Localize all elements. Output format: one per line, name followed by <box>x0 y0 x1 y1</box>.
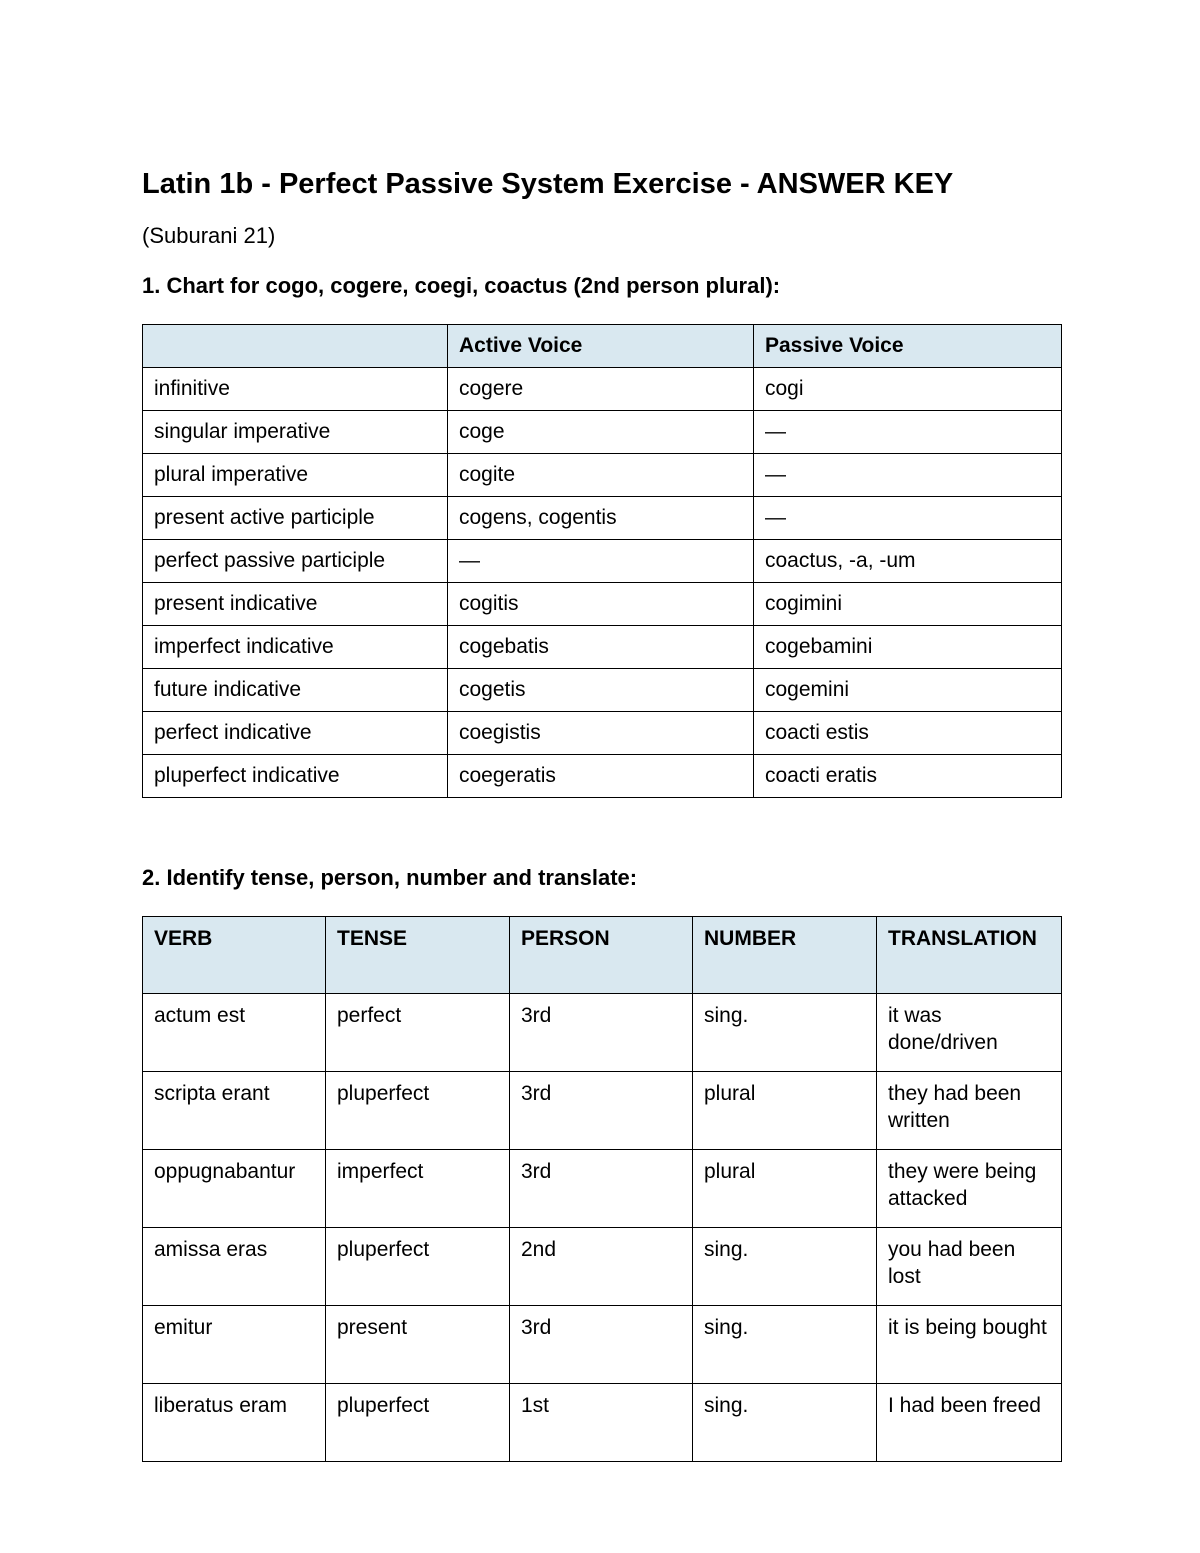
form-label-cell: perfect indicative <box>143 712 448 755</box>
translation-cell: it is being bought <box>877 1306 1062 1384</box>
page-title: Latin 1b - Perfect Passive System Exercise - ANSWER KEY <box>142 168 954 200</box>
active-voice-cell: cogite <box>448 454 754 497</box>
form-label-cell: present active participle <box>143 497 448 540</box>
person-cell: 3rd <box>510 1072 693 1150</box>
table-row <box>143 454 1062 497</box>
active-voice-cell: cogebatis <box>448 626 754 669</box>
column-header-form <box>143 325 448 368</box>
verb-cell: oppugnabantur <box>143 1150 326 1228</box>
document-content <box>142 162 1060 1462</box>
table-row <box>143 540 1062 583</box>
spacer <box>142 798 1060 844</box>
table-row <box>143 1306 1062 1384</box>
active-voice-cell: coge <box>448 411 754 454</box>
table-row <box>143 1228 1062 1306</box>
translation-cell: they were being attacked <box>877 1150 1062 1228</box>
passive-voice-cell: cogi <box>754 368 1062 411</box>
table-row <box>143 1384 1062 1462</box>
number-cell: sing. <box>693 1384 877 1462</box>
section-1-heading: 1. Chart for cogo, cogere, coegi, coactus (2nd person plural): <box>142 273 781 298</box>
person-cell: 2nd <box>510 1228 693 1306</box>
table-row <box>143 1072 1062 1150</box>
active-voice-cell: cogens, cogentis <box>448 497 754 540</box>
column-header-tense: TENSE <box>326 917 510 994</box>
table-row <box>143 368 1062 411</box>
number-cell: sing. <box>693 994 877 1072</box>
verb-cell: amissa eras <box>143 1228 326 1306</box>
tense-cell: pluperfect <box>326 1384 510 1462</box>
table-row <box>143 497 1062 540</box>
active-voice-cell: cogere <box>448 368 754 411</box>
translation-cell: I had been freed <box>877 1384 1062 1462</box>
table-row <box>143 755 1062 798</box>
form-label-cell: pluperfect indicative <box>143 755 448 798</box>
passive-voice-cell: — <box>754 497 1062 540</box>
tense-cell: imperfect <box>326 1150 510 1228</box>
table-row <box>143 712 1062 755</box>
passive-voice-cell: cogebamini <box>754 626 1062 669</box>
tense-cell: perfect <box>326 994 510 1072</box>
translation-cell: it was done/driven <box>877 994 1062 1072</box>
table-row <box>143 411 1062 454</box>
person-cell: 3rd <box>510 994 693 1072</box>
conjugation-chart-table <box>142 324 1062 798</box>
verb-identification-table <box>142 916 1062 1462</box>
column-header-passive-voice: Passive Voice <box>754 325 1062 368</box>
tense-cell: pluperfect <box>326 1228 510 1306</box>
number-cell: plural <box>693 1072 877 1150</box>
table-row <box>143 583 1062 626</box>
passive-voice-cell: — <box>754 411 1062 454</box>
column-header-active-voice: Active Voice <box>448 325 754 368</box>
form-label-cell: future indicative <box>143 669 448 712</box>
section-2-heading: 2. Identify tense, person, number and translate: <box>142 865 638 890</box>
person-cell: 3rd <box>510 1150 693 1228</box>
form-label-cell: singular imperative <box>143 411 448 454</box>
verb-cell: liberatus eram <box>143 1384 326 1462</box>
form-label-cell: imperfect indicative <box>143 626 448 669</box>
verb-cell: scripta erant <box>143 1072 326 1150</box>
translation-cell: you had been lost <box>877 1228 1062 1306</box>
number-cell: plural <box>693 1150 877 1228</box>
table-header-row <box>143 325 1062 368</box>
column-header-verb: VERB <box>143 917 326 994</box>
number-cell: sing. <box>693 1228 877 1306</box>
passive-voice-cell: — <box>754 454 1062 497</box>
passive-voice-cell: cogimini <box>754 583 1062 626</box>
verb-cell: emitur <box>143 1306 326 1384</box>
form-label-cell: infinitive <box>143 368 448 411</box>
column-header-person: PERSON <box>510 917 693 994</box>
active-voice-cell: coegeratis <box>448 755 754 798</box>
person-cell: 1st <box>510 1384 693 1462</box>
active-voice-cell: coegistis <box>448 712 754 755</box>
column-header-number: NUMBER <box>693 917 877 994</box>
page-subtitle: (Suburani 21) <box>142 223 276 248</box>
passive-voice-cell: coactus, -a, -um <box>754 540 1062 583</box>
translation-cell: they had been written <box>877 1072 1062 1150</box>
tense-cell: present <box>326 1306 510 1384</box>
active-voice-cell: cogitis <box>448 583 754 626</box>
person-cell: 3rd <box>510 1306 693 1384</box>
table-row <box>143 626 1062 669</box>
form-label-cell: present indicative <box>143 583 448 626</box>
number-cell: sing. <box>693 1306 877 1384</box>
tense-cell: pluperfect <box>326 1072 510 1150</box>
active-voice-cell: — <box>448 540 754 583</box>
passive-voice-cell: coacti estis <box>754 712 1062 755</box>
table-row <box>143 669 1062 712</box>
table-row <box>143 1150 1062 1228</box>
form-label-cell: plural imperative <box>143 454 448 497</box>
form-label-cell: perfect passive participle <box>143 540 448 583</box>
column-header-translation: TRANSLATION <box>877 917 1062 994</box>
table-row <box>143 994 1062 1072</box>
passive-voice-cell: coacti eratis <box>754 755 1062 798</box>
verb-cell: actum est <box>143 994 326 1072</box>
table-header-row <box>143 917 1062 994</box>
passive-voice-cell: cogemini <box>754 669 1062 712</box>
active-voice-cell: cogetis <box>448 669 754 712</box>
